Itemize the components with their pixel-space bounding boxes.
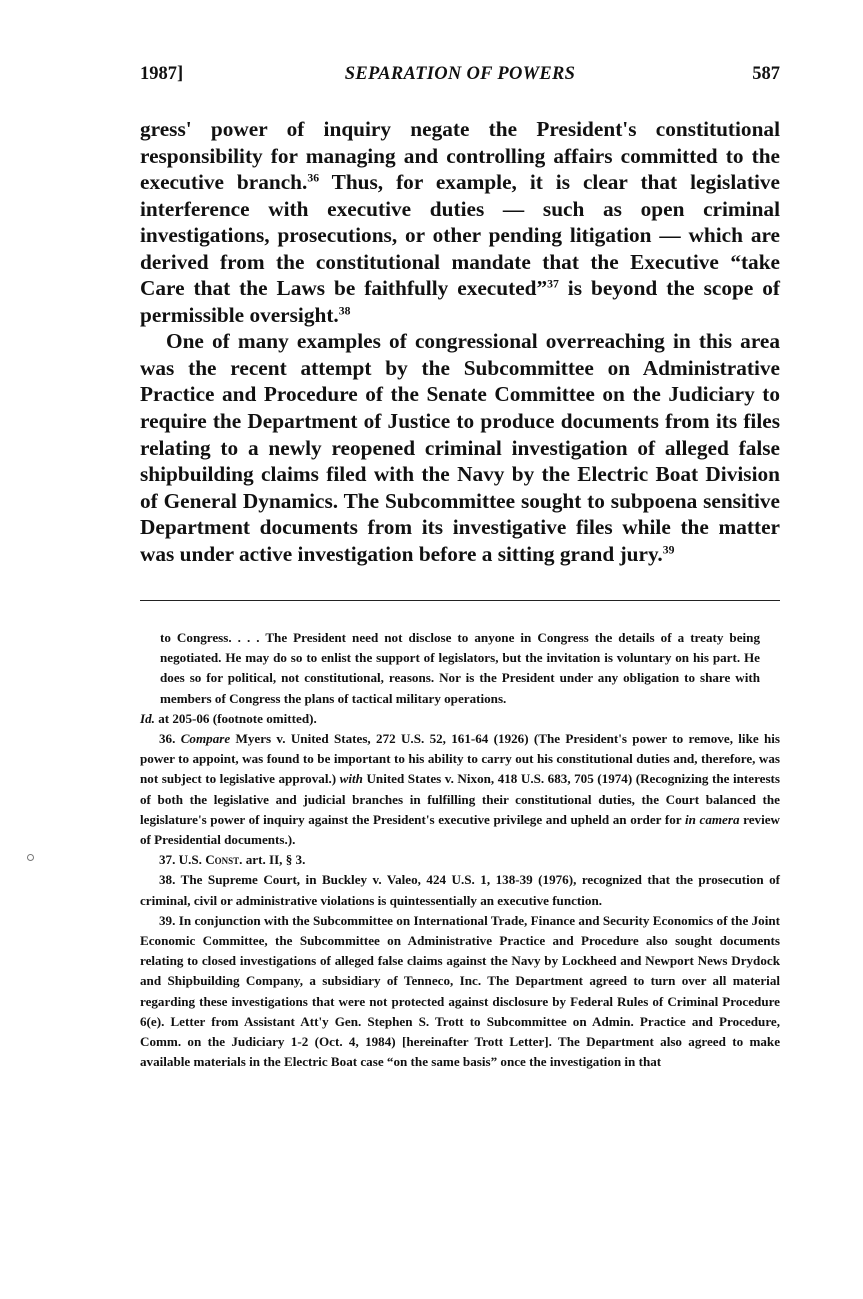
paragraph-text: Thus, for example, it is clear that legislative interference with executive duties — such as open criminal investigations, prosecutions, or other pending litigation — which are derived from the constitutional mandate that the Executive “take Care that the Laws be faithfully executed”: [140, 170, 780, 301]
footnote-ref: 37: [547, 277, 559, 291]
footnote-quote: to Congress. . . . The President need not disclose to anyone in Congress the details of a treaty being negotiated. He may do so to enlist the support of legislators, but the invitation is voluntary on his part. He does so for political, not constitutional, reasons. Nor is the President under any obligation to share with members of Congress the plans of tactical military operations.: [160, 630, 760, 706]
term-in-camera: in camera: [684, 811, 740, 827]
header-title: SEPARATION OF POWERS: [344, 64, 576, 84]
id-signal: Id.: [140, 710, 155, 726]
footnote-text: U.S.: [178, 852, 206, 868]
footnote-ref: 36: [307, 171, 320, 185]
footnote-text: Myers v. United States, 272 U.S. 52, 161-64 (1926) (The President's power to remove, like his power to appoint, was found to be important to his ability to carry out his constitutional duties and, therefore, was not subject to legislative approval.): [140, 731, 780, 787]
footnote-text: United States v. Nixon, 418 U.S. 683, 705 (1974) (Recognizing the interests of both the legislative and judicial branches in fulfilling their constitutional duties, the Court balanced the legislature's power of inquiry against the President's executive privilege and upheld an order for: [140, 771, 781, 827]
running-header: [140, 64, 780, 94]
footnote-ref: 38: [338, 304, 351, 318]
paragraph-text: One of many examples of congressional overreaching in this area was the recent attempt by the Subcommittee on Administrative Practice and Procedure of the Senate Committee on the Judiciary to require the Department of Justice to produce documents from its files relating to a newly reopened criminal investigation of alleged false shipbuilding claims filed with the Navy by the Electric Boat Division of General Dynamics. The Subcommittee sought to subpoena sensitive Department documents from its investigative files while the matter was under active investigation before a sitting grand jury.: [140, 329, 780, 566]
footnote-number: 36.: [159, 731, 181, 747]
paragraph-1: [140, 116, 780, 328]
footnote-38: 38. The Supreme Court, in Buckley v. Valeo, 424 U.S. 1, 138-39 (1976), recognized that the prosecution of criminal, civil or administrative violations is quintessentially an executive function.: [140, 872, 780, 908]
paragraph-text: gress' power of inquiry negate the President's constitutional responsibility for managing and controlling affairs committed to the executive branch.: [140, 117, 780, 195]
id-text: at 205-06 (footnote omitted).: [154, 710, 317, 726]
signal-compare: Compare: [180, 731, 231, 747]
footnote-37: [140, 850, 780, 870]
main-text: [140, 116, 780, 567]
footnote-text: review of Presidential documents.).: [140, 811, 780, 848]
footnotes: [140, 628, 780, 1072]
footnote-text: . art. II, § 3.: [239, 852, 306, 868]
margin-speck: [27, 854, 34, 861]
paragraph-2: [140, 328, 780, 567]
const-abbrev: Const: [205, 852, 240, 868]
footnote-ref: 39: [662, 543, 675, 557]
paragraph-text: is beyond the scope of permissible oversight.: [140, 276, 780, 327]
footnote-id-line: [140, 709, 780, 729]
footnote-36: [140, 729, 780, 850]
page-number: 587: [752, 64, 780, 84]
signal-with: with: [339, 771, 363, 787]
footnote-39: 39. In conjunction with the Subcommittee on International Trade, Finance and Security Economics of the Joint Economic Committee, the Subcommittee on Administrative Practice and Procedure also sought documents relating to closed investigations of alleged false claims against the Navy by Lockheed and Newport News Drydock and Shipbuilding Company, a subsidiary of Tenneco, Inc. The Department agreed to turn over all material regarding these investigations that were not protected against disclosure by Federal Rules of Criminal Procedure 6(e). Letter from Assistant Att'y Gen. Stephen S. Trott to Subcommittee on Admin. Practice and Procedure, Comm. on the Judiciary 1-2 (Oct. 4, 1984) [hereinafter Trott Letter]. The Department also agreed to make available materials in the Electric Boat case “on the same basis” once the investigation in that: [140, 912, 780, 1070]
header-year: 1987]: [140, 64, 184, 84]
footnote-number: 37.: [159, 852, 179, 868]
footnote-divider: [140, 600, 780, 601]
